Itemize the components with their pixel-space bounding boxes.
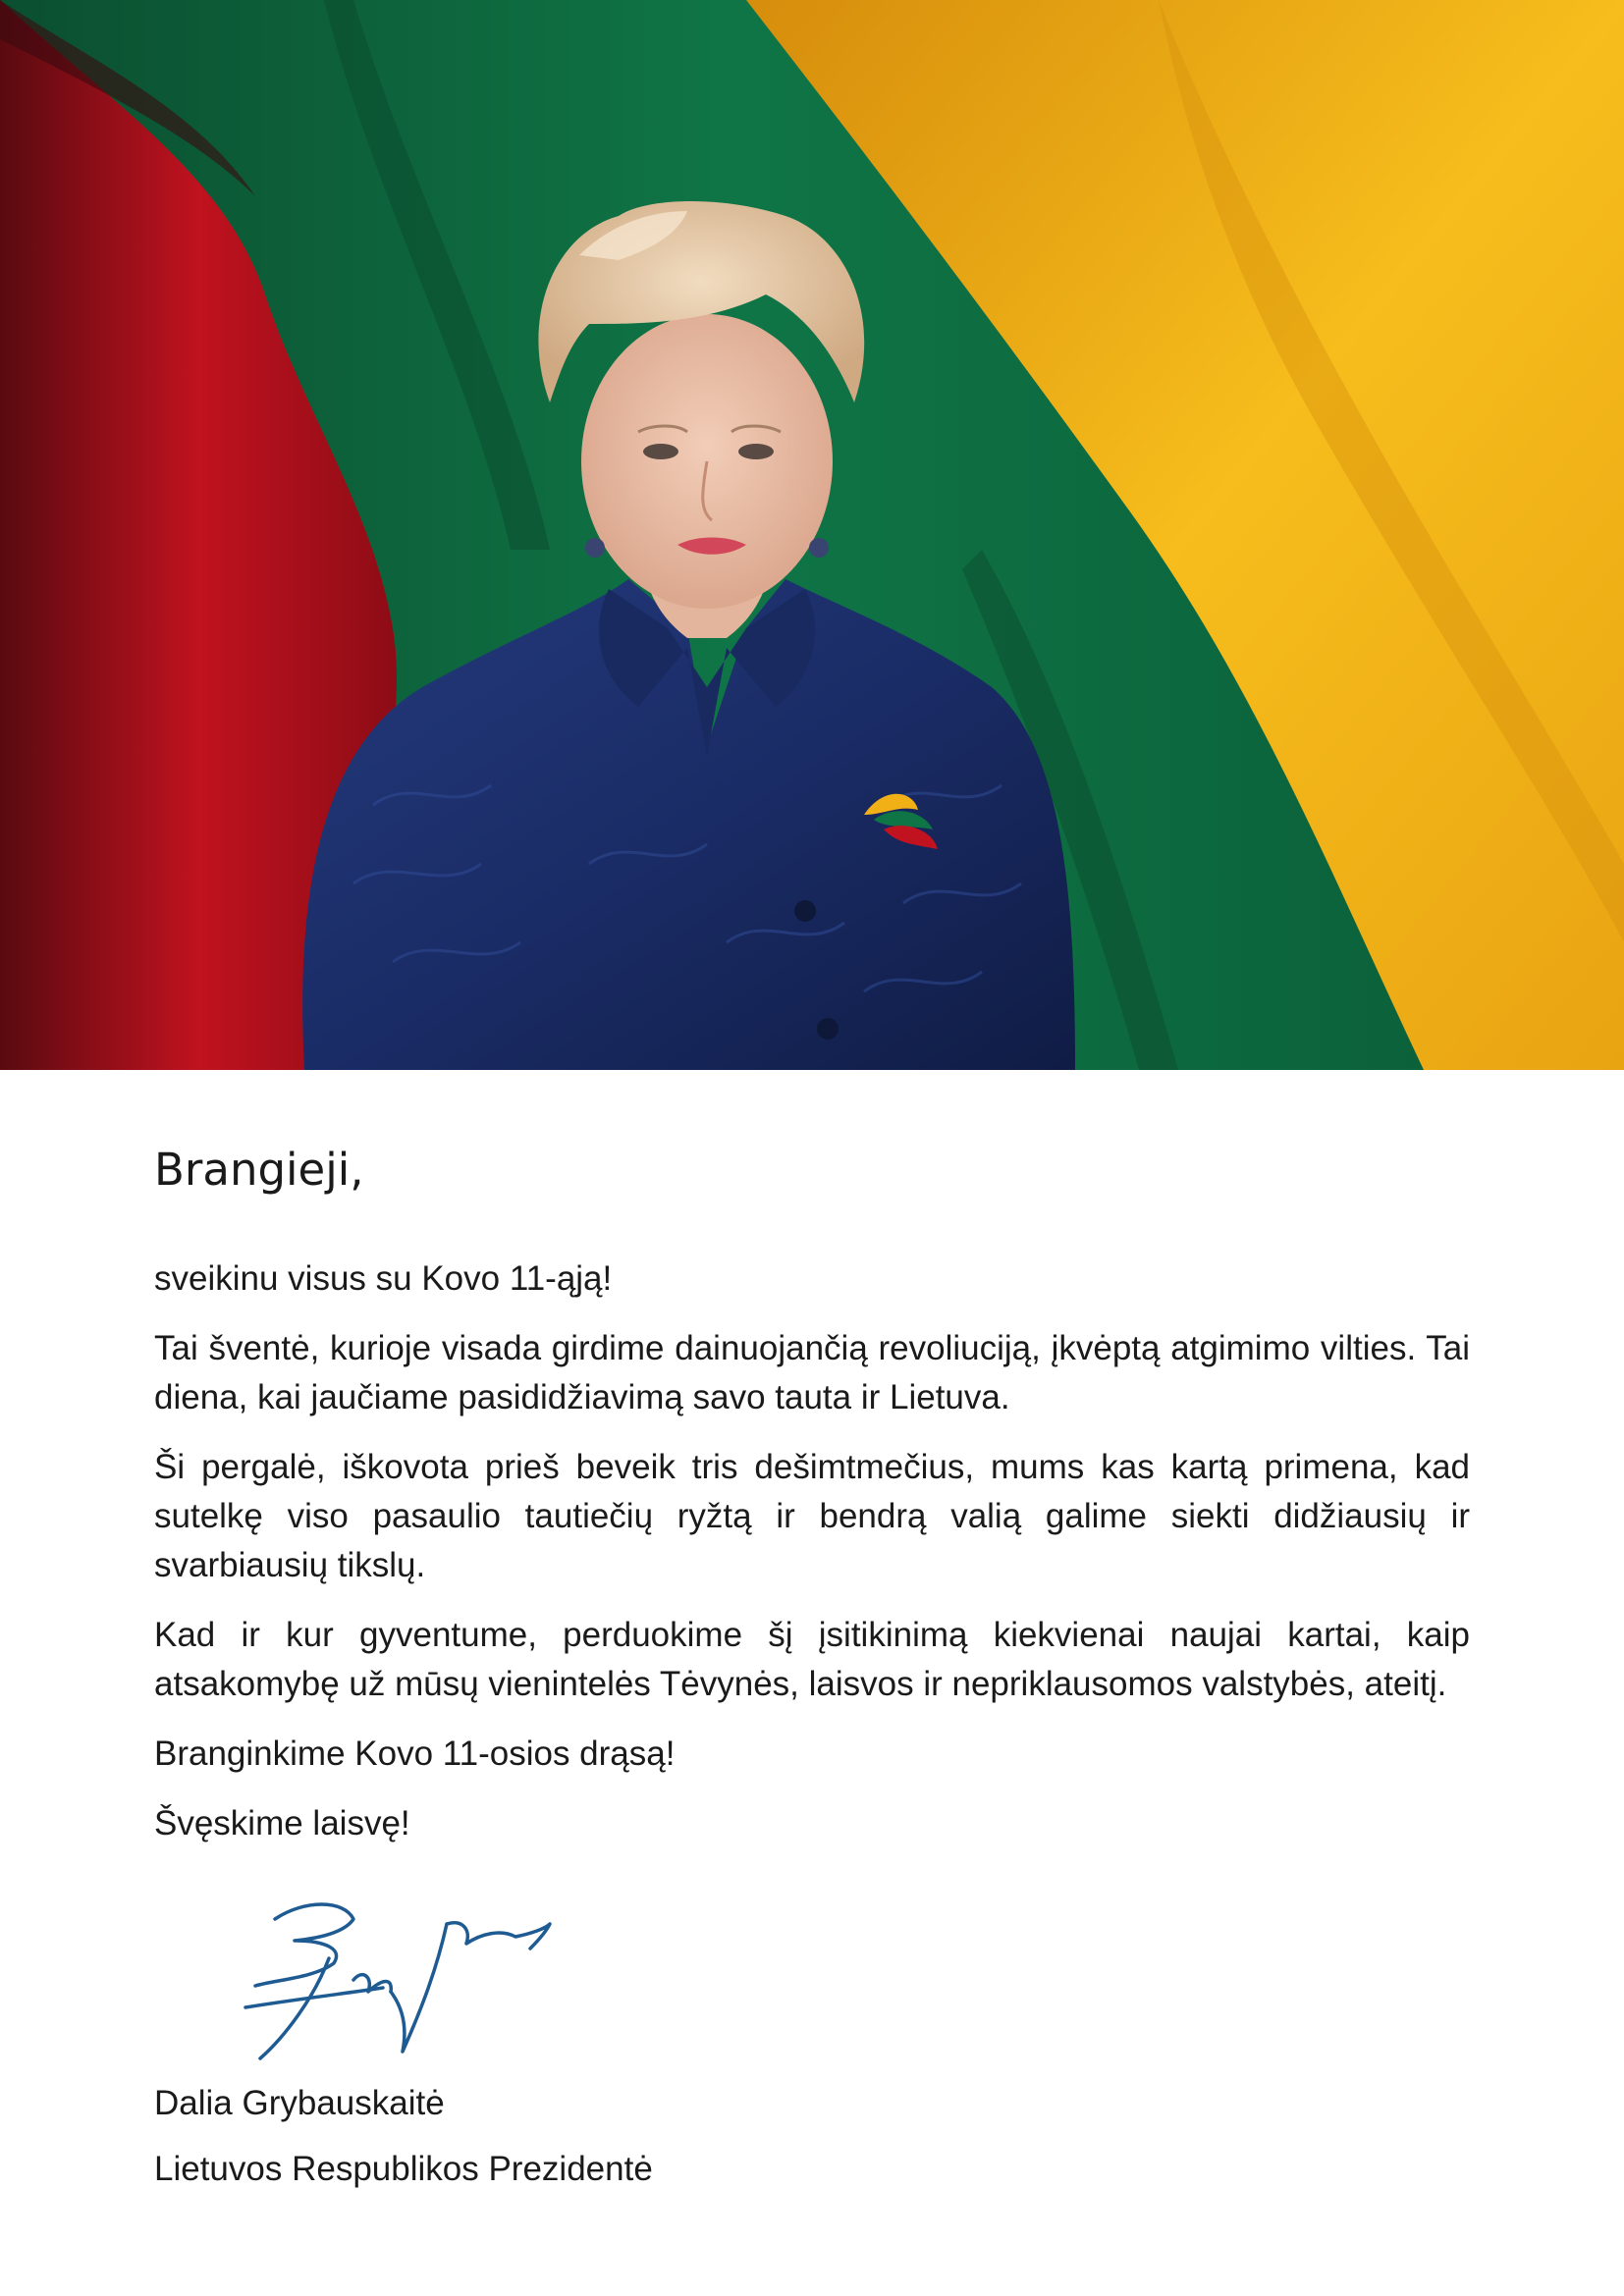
salutation: Brangieji, — [154, 1144, 364, 1196]
letter-body — [154, 1144, 1470, 1848]
signer-title: Lietuvos Respublikos Prezidentė — [154, 2150, 653, 2188]
paragraph-victory: Ši pergalė, iškovota prieš beveik tris dešimtmečius, mums kas kartą primena, kad sutelkę viso pasaulio tautiečių ryžtą ir bendrą valią galime siekti didžiausių ir svarbiausių tikslų. — [154, 1448, 1470, 1584]
portrait-photo — [0, 0, 1624, 1070]
handwritten-signature — [236, 1890, 569, 2066]
paragraph-greeting: sveikinu visus su Kovo 11-ąją! — [154, 1259, 613, 1298]
paragraph-generations: Kad ir kur gyventume, perduokime šį įsitikinimą kiekvienai naujai kartai, kaip atsakomybę už mūsų vienintelės Tėvynės, laisvos ir nepriklausomos valstybės, ateitį. — [154, 1616, 1470, 1703]
paragraph-freedom: Švęskime laisvę! — [154, 1804, 410, 1842]
signer-name: Dalia Grybauskaitė — [154, 2084, 445, 2122]
paragraph-courage: Branginkime Kovo 11-osios drąsą! — [154, 1735, 676, 1773]
flag-background-image — [0, 0, 1624, 1070]
paragraph-holiday: Tai šventė, kurioje visada girdime dainuojančią revoliuciją, įkvėptą atgimimo vilties. Tai diena, kai jaučiame pasididžiavimą savo tauta ir Lietuva. — [154, 1329, 1470, 1416]
signature-image — [236, 1890, 569, 2066]
